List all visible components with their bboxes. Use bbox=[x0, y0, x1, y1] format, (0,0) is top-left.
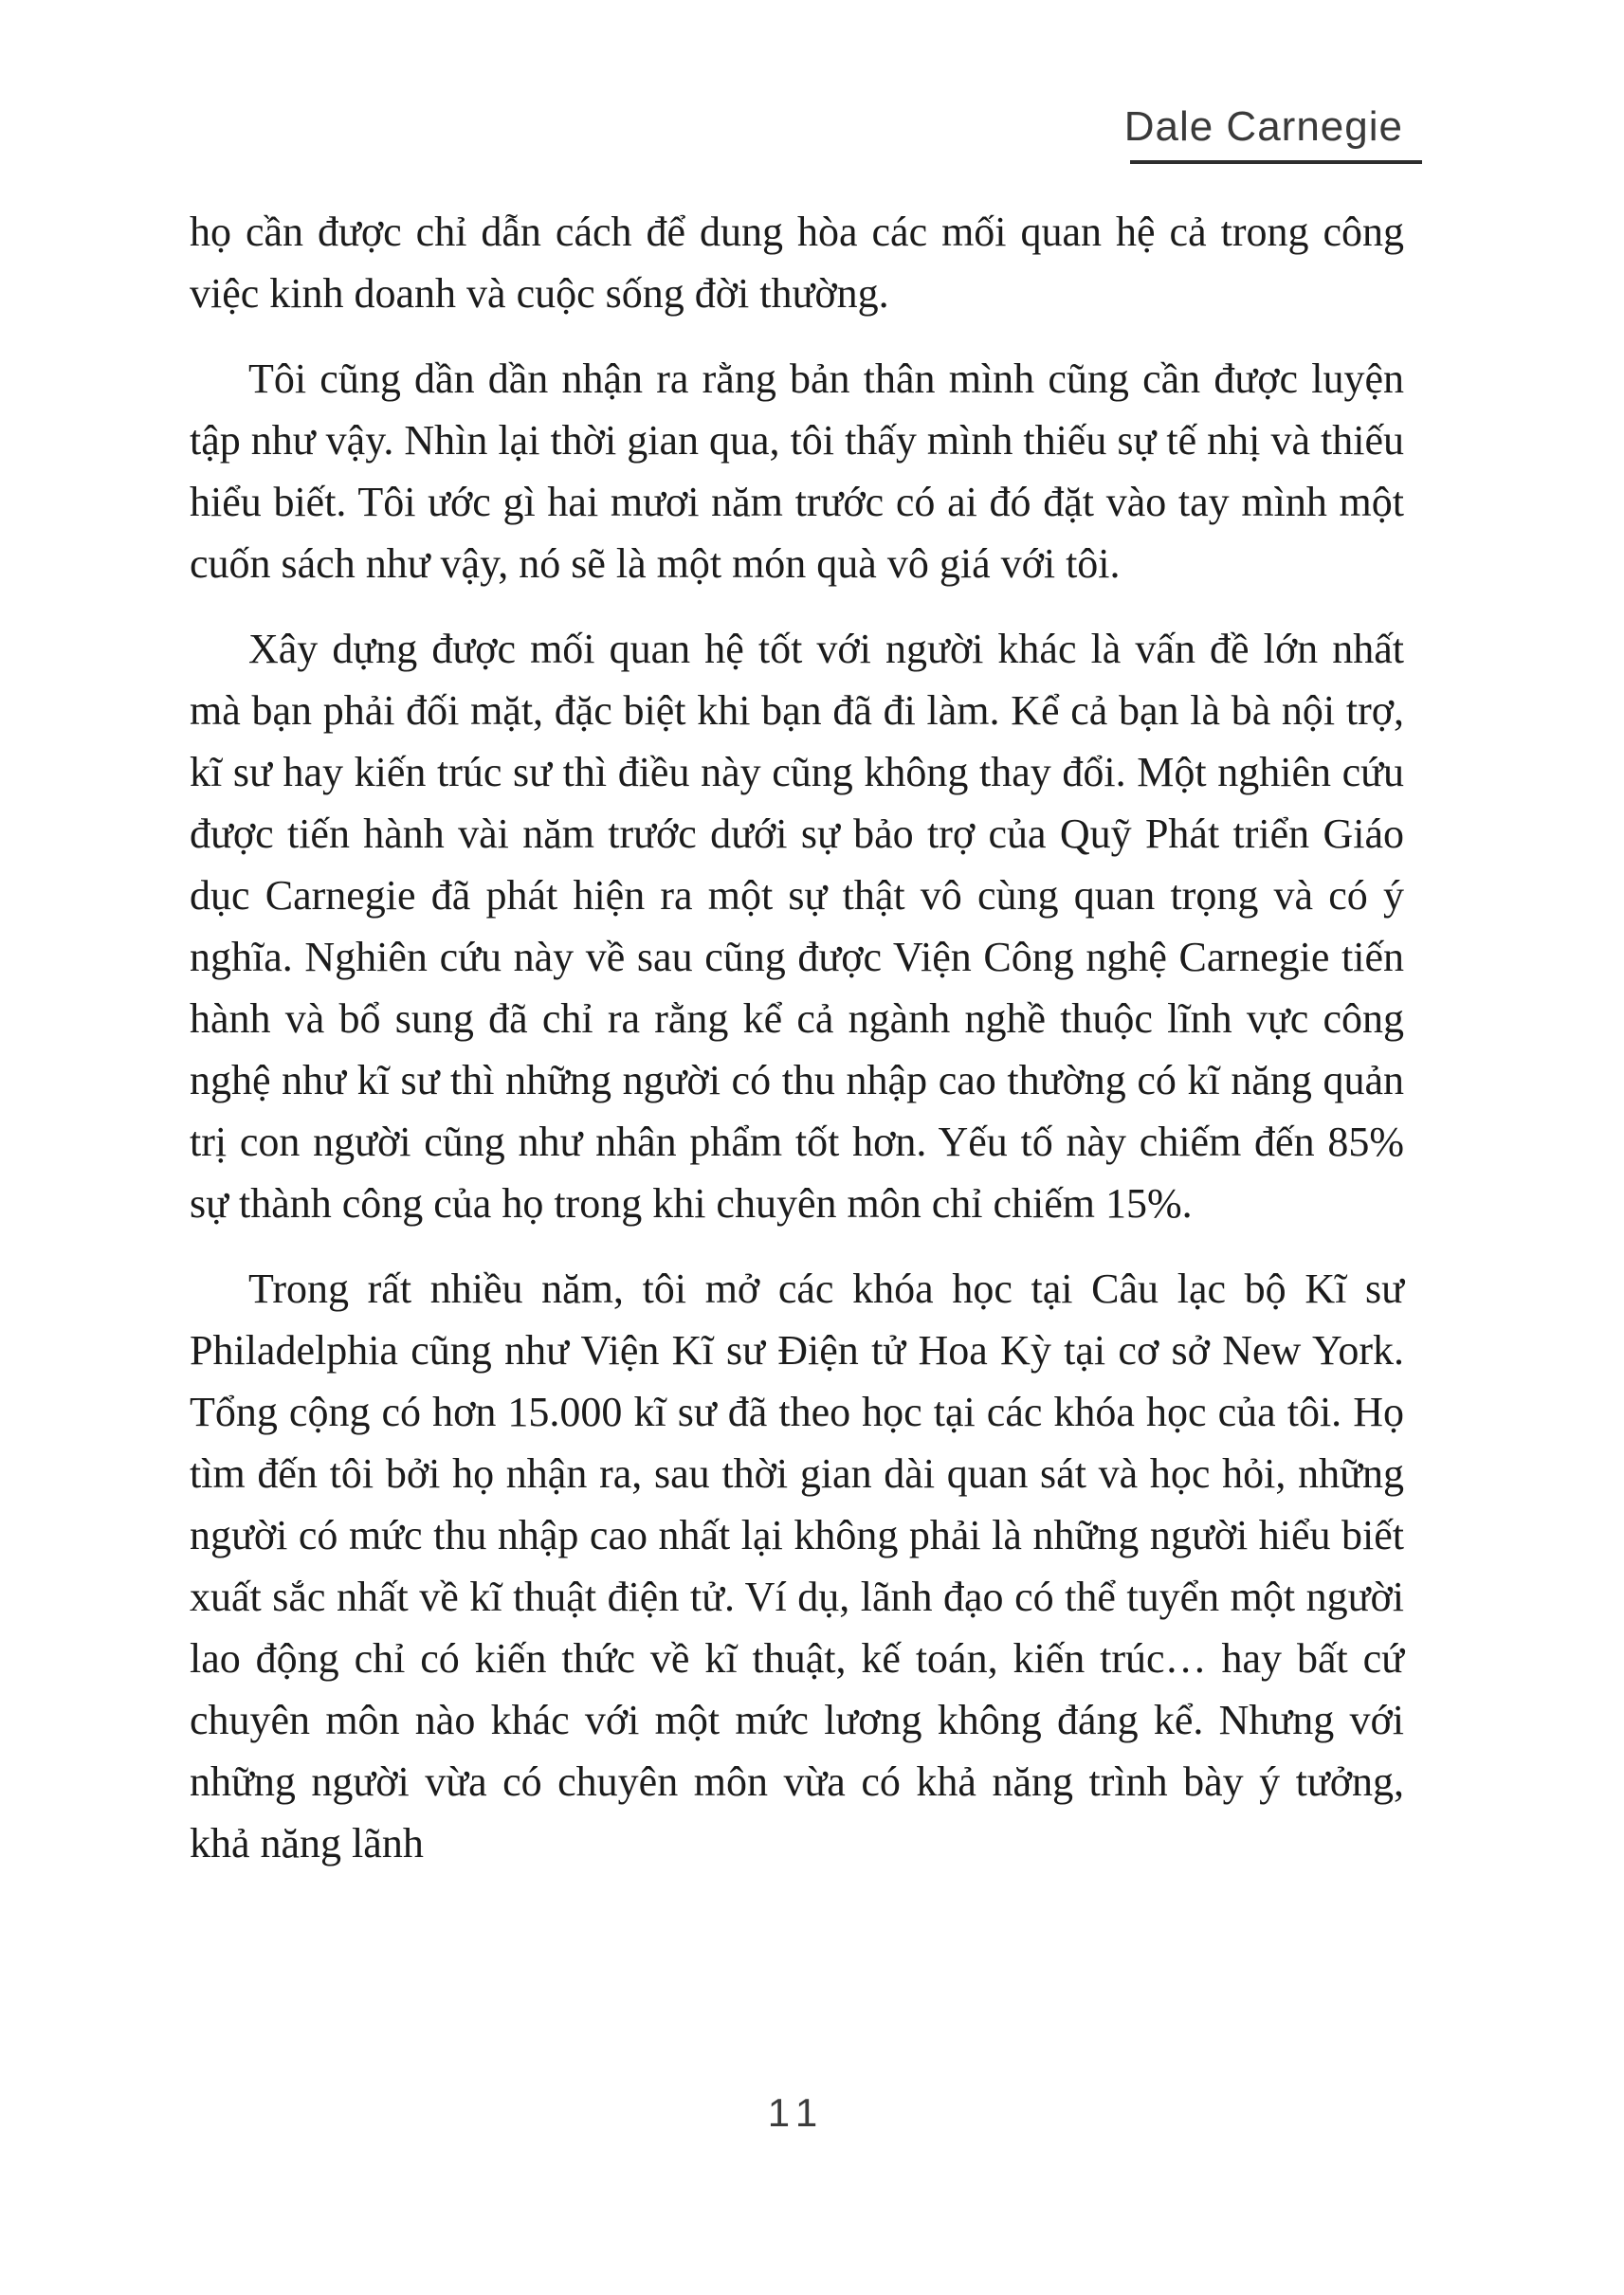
body-paragraph: họ cần được chỉ dẫn cách để dung hòa các mối quan hệ cả trong công việc kinh doanh và cuộc sống đời thường. bbox=[190, 209, 1404, 317]
body-paragraph: Trong rất nhiều năm, tôi mở các khóa học tại Câu lạc bộ Kĩ sư Philadelphia cũng như Viện Kĩ sư Điện tử Hoa Kỳ tại cơ sở New York. Tổng cộng có hơn 15.000 kĩ sư đã theo học tại các khóa học của tôi. Họ tìm đến tôi bởi họ nhận ra, sau thời gian dài quan sát và học hỏi, những người có mức thu nhập cao nhất lại không phải là những người hiểu biết xuất sắc nhất về kĩ thuật điện tử. Ví dụ, lãnh đạo có thể tuyển một người lao động chỉ có kiến thức về kĩ thuật, kế toán, kiến trúc… hay bất cứ chuyên môn nào khác với một mức lương không đáng kể. Nhưng với những người vừa có chuyên môn vừa có khả năng trình bày ý tưởng, khả năng lãnh bbox=[190, 1266, 1404, 1867]
running-header-title: Dale Carnegie bbox=[1123, 103, 1403, 150]
page-number: 11 bbox=[767, 2090, 827, 2135]
body-paragraph: Xây dựng được mối quan hệ tốt với người khác là vấn đề lớn nhất mà bạn phải đối mặt, đặc biệt khi bạn đã đi làm. Kể cả bạn là bà nội trợ, kĩ sư hay kiến trúc sư thì điều này cũng không thay đổi. Một nghiên cứu được tiến hành vài năm trước dưới sự bảo trợ của Quỹ Phát triển Giáo dục Carnegie đã phát hiện ra một sự thật vô cùng quan trọng và có ý nghĩa. Nghiên cứu này về sau cũng được Viện Công nghệ Carnegie tiến hành và bổ sung đã chỉ ra rằng kể cả ngành nghề thuộc lĩnh vực công nghệ như kĩ sư thì những người có thu nhập cao thường có kĩ năng quản trị con người cũng như nhân phẩm tốt hơn. Yếu tố này chiếm đến 85% sự thành công của họ trong khi chuyên môn chỉ chiếm 15%. bbox=[190, 626, 1404, 1227]
body-paragraph: Tôi cũng dần dần nhận ra rằng bản thân mình cũng cần được luyện tập như vậy. Nhìn lại thời gian qua, tôi thấy mình thiếu sự tế nhị và thiếu hiểu biết. Tôi ước gì hai mươi năm trước có ai đó đặt vào tay mình một cuốn sách như vậy, nó sẽ là một món quà vô giá với tôi. bbox=[190, 355, 1404, 587]
header-rule bbox=[1130, 160, 1422, 164]
body-text bbox=[190, 201, 1404, 1898]
